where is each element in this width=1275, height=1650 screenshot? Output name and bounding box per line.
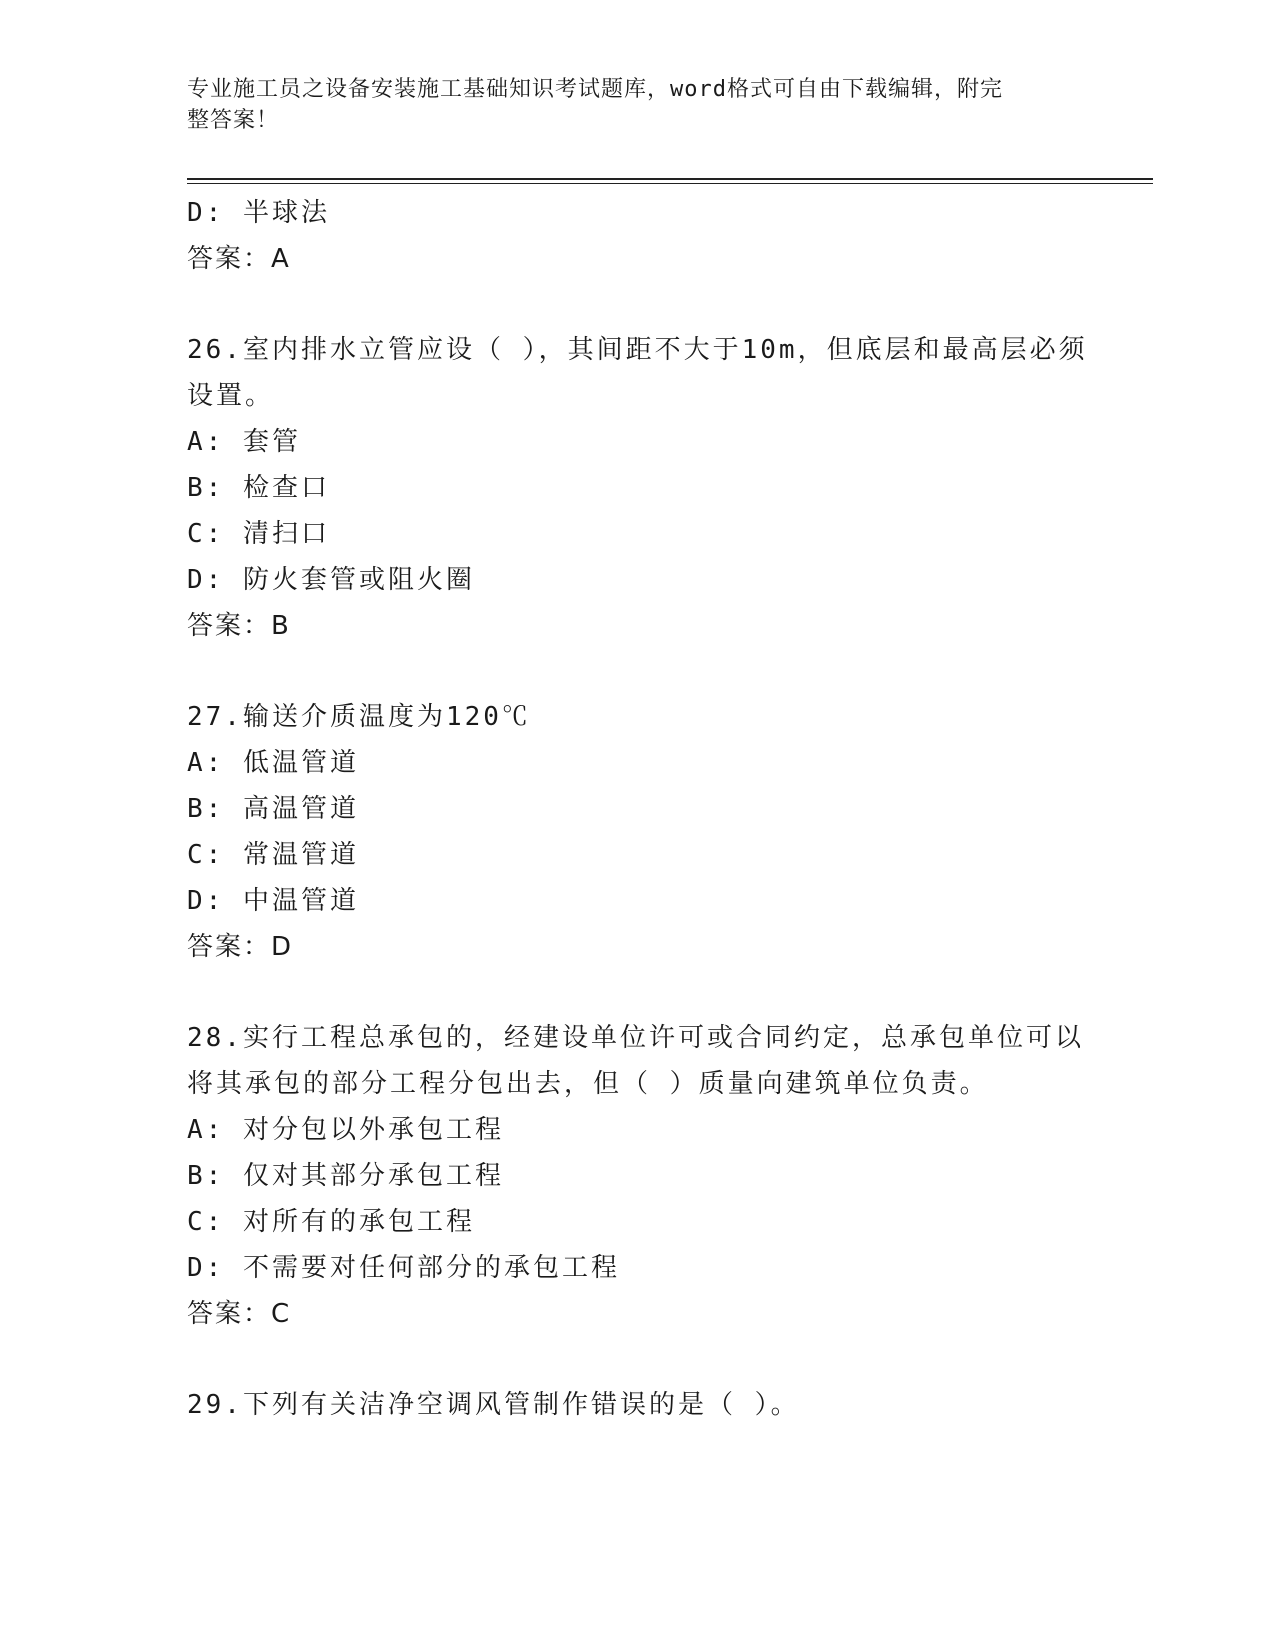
question-26 [187,327,1087,649]
option-c: C: 常温管道 [187,840,359,870]
question-text: 28.实行工程总承包的，经建设单位许可或合同约定，总承包单位可以 [187,1023,1084,1053]
answer-line: 答案：B [187,611,291,641]
question-28 [187,1015,1087,1337]
option-b: B: 高温管道 [187,794,359,824]
question-29 [187,1382,1087,1428]
answer-line: 答案：A [187,244,291,274]
option-b: B: 仅对其部分承包工程 [187,1161,504,1191]
option-d: D: 中温管道 [187,886,359,916]
question-27 [187,694,1087,970]
answer-line: 答案：D [187,932,294,962]
document-header [187,74,1067,136]
question-text: 将其承包的部分工程分包出去，但（ ）质量向建筑单位负责。 [187,1069,989,1099]
option-d: D: 半球法 [187,198,330,228]
header-rule-thick [187,178,1153,180]
header-rule-thin [187,183,1153,184]
option-a: A: 套管 [187,427,301,457]
option-c: C: 清扫口 [187,519,330,549]
question-text: 27.输送介质温度为120℃ [187,702,531,732]
answer-line: 答案：C [187,1299,292,1329]
question-text: 设置。 [187,381,275,411]
option-d: D: 防火套管或阻火圈 [187,565,475,595]
question-text: 26.室内排水立管应设（ ），其间距不大于10m，但底层和最高层必须 [187,335,1088,365]
option-b: B: 检查口 [187,473,330,503]
option-a: A: 对分包以外承包工程 [187,1115,504,1145]
question-text: 29.下列有关洁净空调风管制作错误的是（ ）。 [187,1390,800,1420]
option-a: A: 低温管道 [187,748,359,778]
option-d: D: 不需要对任何部分的承包工程 [187,1253,620,1283]
header-line-1: 专业施工员之设备安装施工基础知识考试题库，word格式可自由下载编辑，附完 [187,77,1003,102]
question-content [187,190,1087,1428]
header-line-2: 整答案！ [187,108,280,133]
option-c: C: 对所有的承包工程 [187,1207,475,1237]
